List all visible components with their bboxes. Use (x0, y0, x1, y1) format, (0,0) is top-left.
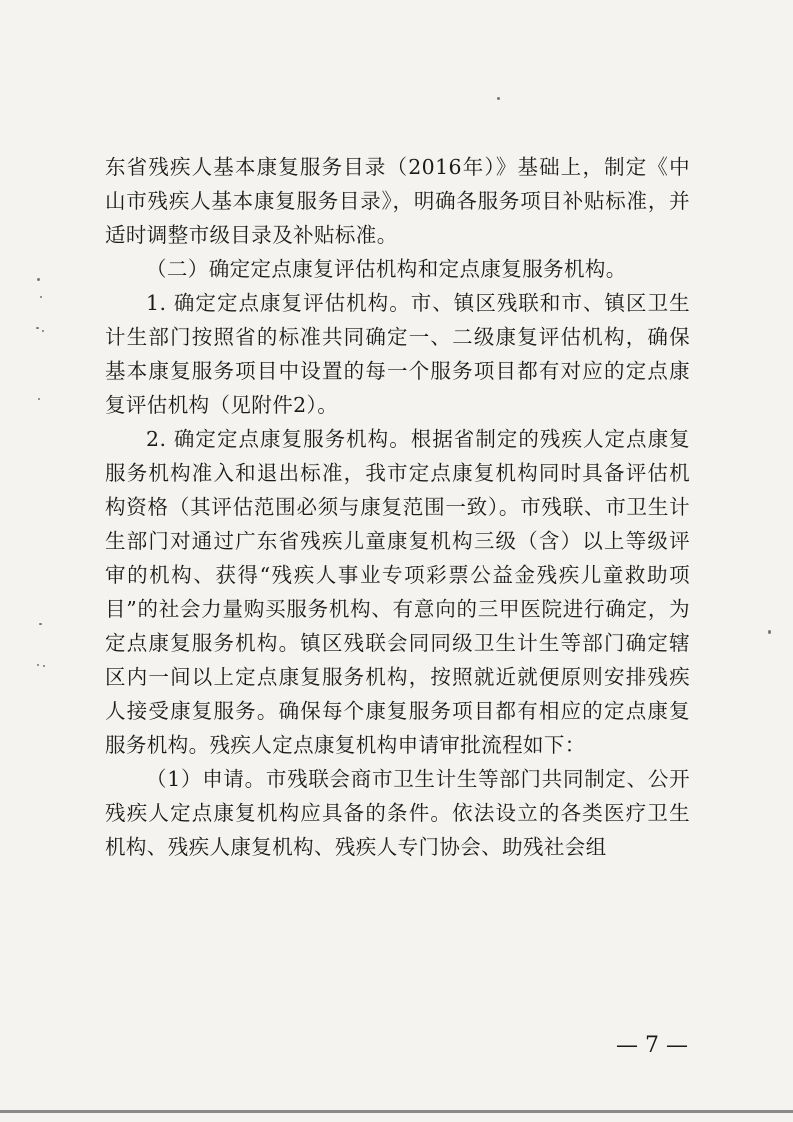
scan-artifact (43, 665, 45, 667)
paragraph-5: （1）申请。市残联会商市卫生计生等部门共同制定、公开残疾人定点康复机构应具备的条件。依法设立的各类医疗卫生机构、残疾人康复机构、残疾人专门协会、助残社会组 (105, 767, 690, 859)
scan-artifact (36, 327, 39, 329)
scan-edge-line (0, 1110, 793, 1113)
scan-artifact (42, 330, 44, 332)
scan-artifact (37, 664, 39, 666)
scan-artifact (497, 97, 500, 100)
paragraph-3: 1. 确定定点康复评估机构。市、镇区残联和市、镇区卫生计生部门按照省的标准共同确定一、二级康复评估机构，确保基本康复服务项目中设置的每一个服务项目都有对应的定点康复评估机构（见附件2）。 (105, 291, 690, 417)
scan-artifact (37, 278, 40, 281)
document-body (105, 150, 690, 864)
scan-artifact (39, 623, 42, 625)
scan-artifact (40, 296, 42, 298)
paragraph-2-heading: （二）确定定点康复评估机构和定点康复服务机构。 (146, 257, 627, 281)
scan-artifact (38, 398, 40, 400)
scan-artifact (768, 630, 771, 634)
paragraph-4: 2. 确定定点康复服务机构。根据省制定的残疾人定点康复服务机构准入和退出标准，我市定点康复机构同时具备评估机构资格（其评估范围必须与康复范围一致）。市残联、市卫生计生部门对通过广东省残疾儿童康复机构三级（含）以上等级评审的机构、获得“残疾人事业专项彩票公益金残疾儿童救助项目”的社会力量购买服务机构、有意向的三甲医院进行确定，为定点康复服务机构。镇区残联会同同级卫生计生等部门确定辖区内一间以上定点康复服务机构，按照就近就便原则安排残疾人接受康复服务。确保每个康复服务项目都有相应的定点康复服务机构。残疾人定点康复机构申请审批流程如下： (105, 427, 690, 757)
page-number: — 7 — (616, 1033, 688, 1058)
paragraph-1: 东省残疾人基本康复服务目录（2016年）》基础上，制定《中山市残疾人基本康复服务目录》，明确各服务项目补贴标准，并适时调整市级目录及补贴标准。 (105, 155, 690, 247)
